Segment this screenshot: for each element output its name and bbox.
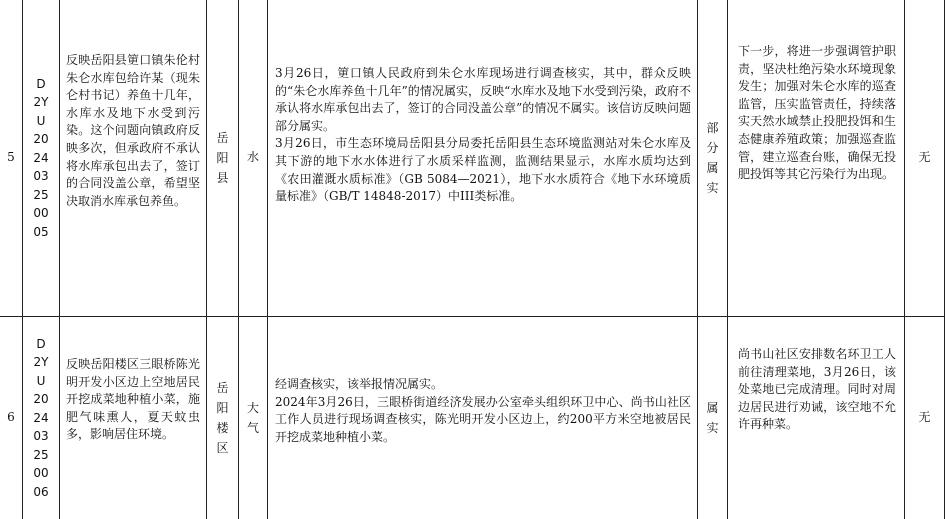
area-cell [207, 317, 238, 519]
column-divider [267, 0, 268, 519]
type-cell [239, 317, 267, 519]
row-index: 6 [7, 410, 15, 425]
administrative-area: 岳阳县 [216, 131, 229, 185]
handling-text: 尚书山社区安排数名环卫工人前往清理菜地，3月26日，该处菜地已完成清理。同时对周边居民进行劝诫，该空地不允许再种菜。 [738, 347, 896, 432]
pollution-type: 大气 [246, 401, 259, 435]
result-cell [698, 317, 727, 519]
row-index: 5 [7, 150, 15, 165]
complaint-code: D2YU202403250006 [33, 336, 49, 499]
complaint-code-cell [23, 317, 59, 519]
investigation-paragraph: 2024年3月26日，三眼桥街道经济发展办公室牵头组织环卫中心、尚书山社区工作人员进行现场调查核实，陈光明开发小区边上，约200平方米空地被居民开挖成菜地种植小菜。 [275, 394, 691, 444]
accountability: 无 [918, 150, 931, 165]
row-divider [0, 316, 945, 317]
investigation-text [275, 65, 691, 206]
area-cell [207, 0, 238, 316]
verification-result: 属实 [706, 401, 719, 435]
investigation-text [275, 376, 691, 446]
verification-result: 部分属实 [706, 121, 719, 195]
investigation-paragraph: 3月26日，筻口镇人民政府到朱仑水库现场进行调查核实，其中，群众反映的“朱仑水库养鱼十几年”的情况属实，反映“水库水及地下水受到污染，政府不承认将水库承包出去了，签订的合同没盖公章”的情况不属实。该信访反映问题部分属实。 [275, 66, 691, 133]
investigation-paragraph: 经调查核实，该举报情况属实。 [275, 377, 444, 391]
result-cell [698, 0, 727, 316]
complaint-text: 反映岳阳楼区三眼桥陈光明开发小区边上空地居民开挖成菜地种植小菜，施肥气味熏人，夏天蚊虫多，影响居住环境。 [66, 357, 200, 442]
column-divider [727, 0, 728, 519]
handling-text: 下一步，将进一步强调管护职责，坚决杜绝污染水环境现象发生；加强对朱仑水库的巡查监管，压实监管责任，持续落实天然水域禁止投肥投饵和生态健康养殖政策；加强巡查监管，建立巡查台账，确保无投肥投饵等其它污染行为出现。 [738, 44, 896, 182]
column-divider [59, 0, 60, 519]
pollution-type: 水 [246, 150, 259, 165]
accountability: 无 [918, 410, 931, 425]
complaint-code-cell [23, 0, 59, 316]
investigation-paragraph: 3月26日，市生态环境局岳阳县分局委托岳阳县生态环境监测站对朱仑水库及其下游的地下水水体进行了水质采样监测，监测结果显示，水库水质均达到《农田灌溉水质标准》（GB 5084—2021），地下水水质符合《地下水环境质量标准》（GB/T 14848-2017）中III类标准。 [275, 136, 691, 204]
complaint-text: 反映岳阳县筻口镇朱伦村朱仑水库包给许某（现朱仑村书记）养鱼十几年，水库水及地下水受到污染。这个问题向镇政府反映多次，但承政府不承认将水库承包出去了，签订的合同没盖公章，希望坚决取消水库承包养鱼。 [66, 53, 200, 208]
complaint-code: D2YU202403250005 [33, 76, 49, 239]
administrative-area: 岳阳楼区 [216, 381, 229, 455]
